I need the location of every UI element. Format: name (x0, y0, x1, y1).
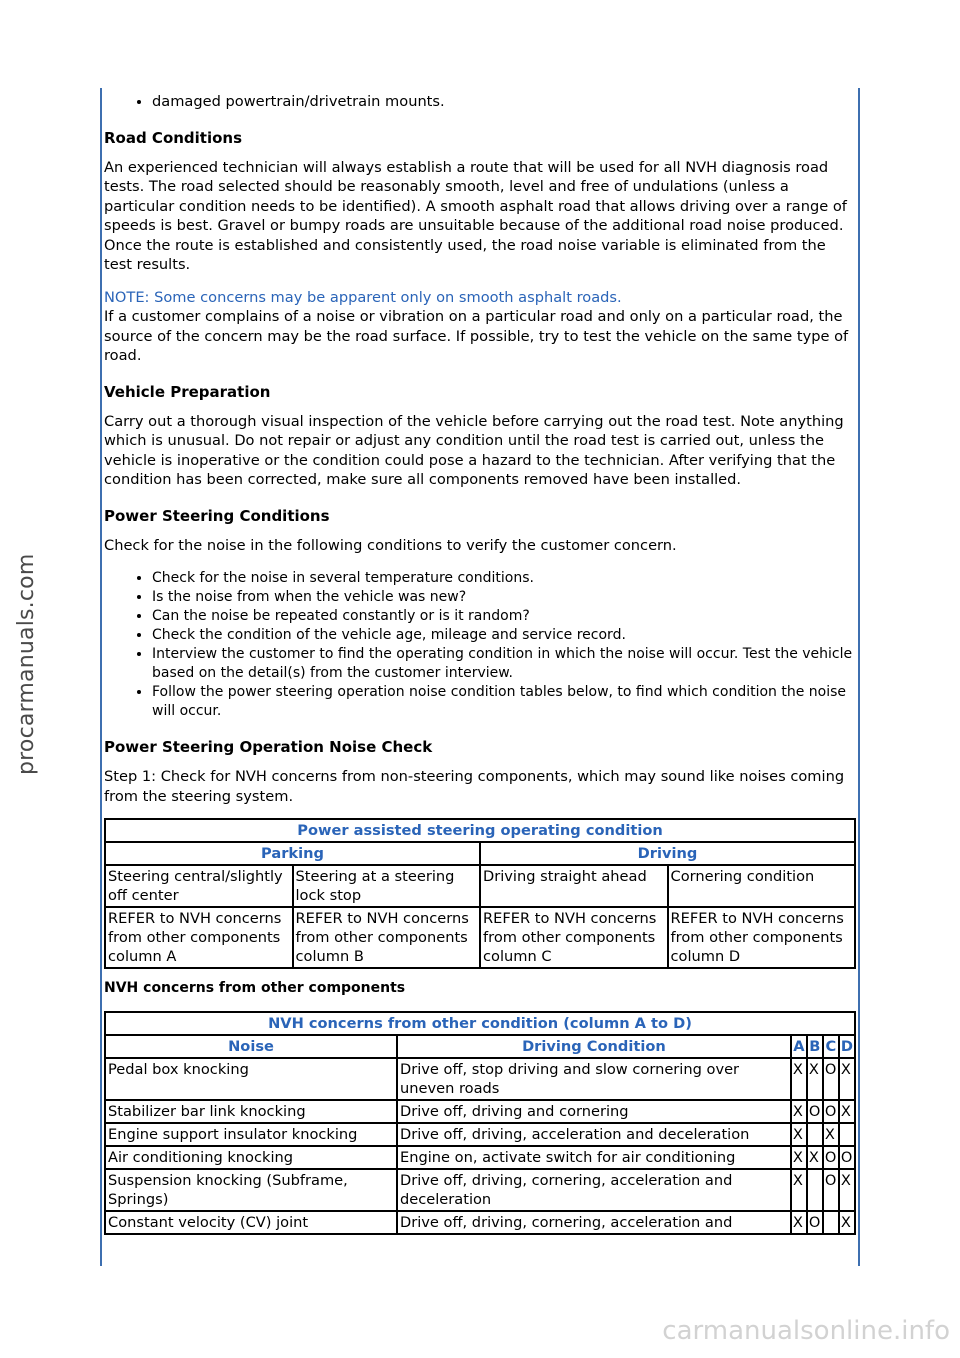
table-cell: Cornering condition (668, 865, 856, 907)
table-cell (807, 1123, 823, 1146)
footer-watermark: carmanualsonline.info (662, 1316, 950, 1346)
table-row (105, 1146, 855, 1169)
table-cell: Constant velocity (CV) joint (105, 1211, 397, 1234)
section-heading-noise-check: Power Steering Operation Noise Check (104, 738, 433, 756)
table-cell: X (791, 1123, 807, 1146)
list-item: • Check for the noise in several temperature conditions. (152, 569, 856, 588)
table-cell: Steering at a steering lock stop (293, 865, 481, 907)
table-cell: Drive off, driving, cornering, acceleration and deceleration (397, 1169, 791, 1211)
column-group-driving: Driving (480, 842, 855, 865)
table-title: Power assisted steering operating condition (105, 819, 855, 842)
paragraph: Step 1: Check for NVH concerns from non-steering components, which may sound like noises coming from the steering system. (104, 768, 845, 805)
paragraph: Check for the noise in the following conditions to verify the customer concern. (104, 536, 677, 554)
table-cell (823, 1211, 839, 1234)
table-cell: REFER to NVH concerns from other components column B (293, 907, 481, 968)
table-cell: O (839, 1146, 855, 1169)
section-heading-vehicle-preparation: Vehicle Preparation (104, 382, 271, 401)
section-heading-power-steering-conditions: Power Steering Conditions (104, 506, 330, 525)
column-group-parking: Parking (105, 842, 480, 865)
table-cell: X (823, 1123, 839, 1146)
table-row (105, 1123, 855, 1146)
right-border-line (858, 88, 860, 1266)
table-row (105, 1169, 855, 1211)
table-cell: X (791, 1169, 807, 1211)
note-text: NOTE: Some concerns may be apparent only on smooth asphalt roads. (104, 288, 622, 306)
document-body (104, 88, 856, 1235)
column-header-d: D (839, 1035, 855, 1058)
table-cell: X (807, 1146, 823, 1169)
table-cell (839, 1123, 855, 1146)
column-header-noise: Noise (105, 1035, 397, 1058)
paragraph: Carry out a thorough visual inspection of the vehicle before carrying out the road test. Note anything which is unusual. Do not repair or adjust any condition until the road test is carried out, unless the vehicle is inoperative or the condition could pose a hazard to the technician. After verifying that the condition has been corrected, make sure all components removed have been installed. (104, 412, 844, 488)
table-cell: Engine support insulator knocking (105, 1123, 397, 1146)
table-cell: Driving straight ahead (480, 865, 668, 907)
column-header-driving-condition: Driving Condition (397, 1035, 791, 1058)
table-cell: REFER to NVH concerns from other components column C (480, 907, 668, 968)
paragraph: An experienced technician will always establish a route that will be used for all NVH diagnosis road tests. The road selected should be reasonably smooth, level and free of undulations (unless a particular condition needs to be identified). A smooth asphalt road that allows driving over a range of speeds is best. Gravel or bumpy roads are unsuitable because of the additional road noise produced. Once the route is established and consistently used, the road noise variable is eliminated from the test results. (104, 158, 847, 273)
operating-condition-table (104, 818, 856, 969)
table-row (105, 907, 855, 968)
table-title: NVH concerns from other condition (column A to D) (105, 1012, 855, 1035)
table-cell: X (791, 1211, 807, 1234)
table-cell: O (823, 1169, 839, 1211)
column-header-a: A (791, 1035, 807, 1058)
nvh-concerns-table (104, 1011, 856, 1235)
table-cell: Drive off, driving, acceleration and deceleration (397, 1123, 791, 1146)
table-cell: Pedal box knocking (105, 1058, 397, 1100)
list-item: • Follow the power steering operation noise condition tables below, to find which condition the noise will occur. (152, 683, 856, 721)
table-cell: O (823, 1100, 839, 1123)
table-caption: NVH concerns from other components (104, 980, 406, 996)
table-cell: X (791, 1100, 807, 1123)
table-cell: Steering central/slightly off center (105, 865, 293, 907)
list-item: • Can the noise be repeated constantly or is it random? (152, 607, 856, 626)
sidebar-watermark: procarmanuals.com (14, 553, 39, 775)
table-cell: O (807, 1100, 823, 1123)
list-item: • Is the noise from when the vehicle was new? (152, 588, 856, 607)
table-cell: Engine on, activate switch for air conditioning (397, 1146, 791, 1169)
column-header-c: C (823, 1035, 839, 1058)
table-cell: Stabilizer bar link knocking (105, 1100, 397, 1123)
table-cell: X (839, 1058, 855, 1100)
table-cell: REFER to NVH concerns from other components column D (668, 907, 856, 968)
column-header-b: B (807, 1035, 823, 1058)
condition-bullet-list (104, 569, 856, 721)
list-item: • Check the condition of the vehicle age, mileage and service record. (152, 626, 856, 645)
list-item: • Interview the customer to find the operating condition in which the noise will occur. Test the vehicle based on the detail(s) from the customer interview. (152, 645, 856, 683)
table-cell (807, 1169, 823, 1211)
list-item: • damaged powertrain/drivetrain mounts. (152, 92, 856, 112)
table-row (105, 1058, 855, 1100)
paragraph: If a customer complains of a noise or vibration on a particular road and only on a particular road, the source of the concern may be the road surface. If possible, try to test the vehicle on the same type of road. (104, 308, 849, 364)
table-cell: O (823, 1058, 839, 1100)
table-cell: X (791, 1146, 807, 1169)
table-cell: X (839, 1169, 855, 1211)
table-row (105, 865, 855, 907)
table-cell: X (839, 1211, 855, 1234)
table-cell: Drive off, driving and cornering (397, 1100, 791, 1123)
table-row (105, 1211, 855, 1234)
table-cell: Air conditioning knocking (105, 1146, 397, 1169)
table-cell: X (791, 1058, 807, 1100)
table-row (105, 1100, 855, 1123)
table-cell: Drive off, stop driving and slow cornering over uneven roads (397, 1058, 791, 1100)
table-cell: X (807, 1058, 823, 1100)
section-heading-road-conditions: Road Conditions (104, 128, 243, 147)
table-cell: Suspension knocking (Subframe, Springs) (105, 1169, 397, 1211)
table-cell: X (839, 1100, 855, 1123)
top-bullet-list (104, 92, 856, 112)
table-cell: Drive off, driving, cornering, acceleration and (397, 1211, 791, 1234)
table-cell: REFER to NVH concerns from other components column A (105, 907, 293, 968)
left-border-line (100, 88, 102, 1266)
table-cell: O (807, 1211, 823, 1234)
table-cell: O (823, 1146, 839, 1169)
